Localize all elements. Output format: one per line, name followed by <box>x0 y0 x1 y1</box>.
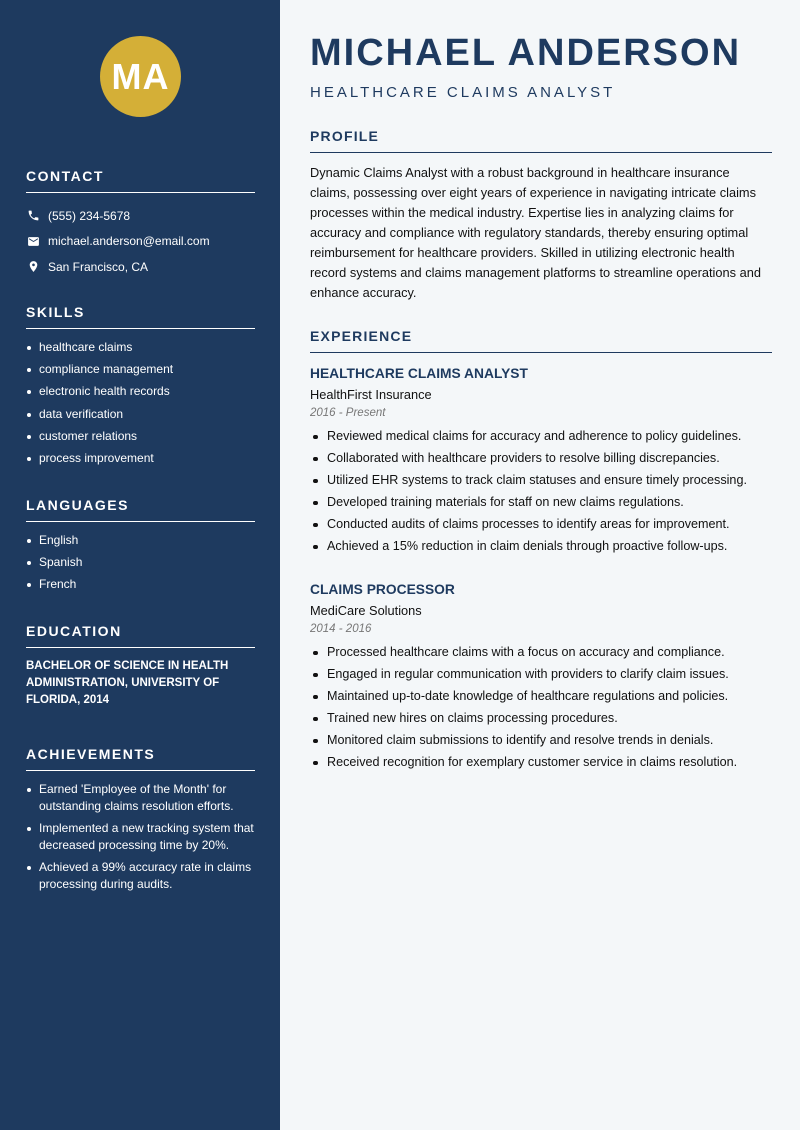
job-company: MediCare Solutions <box>310 603 422 618</box>
contact-email <box>26 229 255 255</box>
contact-location <box>26 254 255 280</box>
job-bullet: Reviewed medical claims for accuracy and adherence to policy guidelines. <box>310 428 772 445</box>
job-bullet: Trained new hires on claims processing procedures. <box>310 710 772 727</box>
job-bullet: Monitored claim submissions to identify and resolve trends in denials. <box>310 732 772 749</box>
skill-item: data verification <box>26 406 255 423</box>
job-entry <box>310 366 772 561</box>
experience-heading: EXPERIENCE <box>310 328 772 353</box>
job-bullet: Received recognition for exemplary customer service in claims resolution. <box>310 754 772 771</box>
experience-section <box>310 328 772 353</box>
contact-phone-text: (555) 234-5678 <box>48 208 131 223</box>
job-dates: 2016 - Present <box>310 407 386 419</box>
profile-text: Dynamic Claims Analyst with a robust background in healthcare insurance claims, possessing over eight years of experience in navigating intricate claims processes within the medical industry. Expertise lies in analyzing claims for accuracy and compliance with regulatory standards, thereby ensuring optimal reimbursement for healthcare providers. Skilled in utilizing electronic health record systems and claims management platforms to streamline operations and enhance accuracy. <box>310 165 761 300</box>
skill-item: healthcare claims <box>26 339 255 356</box>
job-bullet: Collaborated with healthcare providers to resolve billing discrepancies. <box>310 450 772 467</box>
job-title: HEALTHCARE CLAIMS ANALYST <box>310 366 528 381</box>
achievement-item: Earned 'Employee of the Month' for outstanding claims resolution efforts. <box>26 781 255 815</box>
languages-section <box>26 497 255 599</box>
location-pin-icon <box>26 260 40 274</box>
contact-section <box>26 168 255 280</box>
job-bullet: Engaged in regular communication with providers to clarify claim issues. <box>310 666 772 683</box>
language-item: Spanish <box>26 554 255 571</box>
profile-section <box>310 128 772 303</box>
education-section <box>26 623 255 709</box>
achievement-item: Implemented a new tracking system that decreased processing time by 20%. <box>26 820 255 854</box>
achievements-list <box>26 781 255 893</box>
avatar-initials: MA <box>111 55 170 97</box>
language-item: French <box>26 576 255 593</box>
job-bullet: Achieved a 15% reduction in claim denials through proactive follow-ups. <box>310 538 772 555</box>
skill-item: customer relations <box>26 428 255 445</box>
language-item: English <box>26 532 255 549</box>
achievements-heading: ACHIEVEMENTS <box>26 746 255 771</box>
languages-list <box>26 532 255 593</box>
job-bullet: Maintained up-to-date knowledge of healthcare regulations and policies. <box>310 688 772 705</box>
skill-item: process improvement <box>26 450 255 467</box>
job-title: CLAIMS PROCESSOR <box>310 582 455 597</box>
skills-list <box>26 339 255 467</box>
email-icon <box>26 234 40 248</box>
job-bullets <box>310 428 772 555</box>
phone-icon <box>26 209 40 223</box>
job-bullet: Processed healthcare claims with a focus on accuracy and compliance. <box>310 644 772 661</box>
contact-phone <box>26 203 255 229</box>
contact-heading: CONTACT <box>26 168 255 193</box>
achievements-section <box>26 746 255 899</box>
achievement-item: Achieved a 99% accuracy rate in claims processing during audits. <box>26 859 255 893</box>
job-bullet: Developed training materials for staff on new claims regulations. <box>310 494 772 511</box>
avatar <box>100 36 181 117</box>
education-heading: EDUCATION <box>26 623 255 648</box>
job-company: HealthFirst Insurance <box>310 387 432 402</box>
contact-email-text: michael.anderson@email.com <box>48 234 210 249</box>
sidebar <box>0 0 280 1130</box>
education-degree: BACHELOR OF SCIENCE IN HEALTH ADMINISTRATION, UNIVERSITY OF FLORIDA, 2014 <box>26 660 229 706</box>
skill-item: compliance management <box>26 361 255 378</box>
skill-item: electronic health records <box>26 383 255 400</box>
profile-heading: PROFILE <box>310 128 772 153</box>
job-entry <box>310 582 772 777</box>
languages-heading: LANGUAGES <box>26 497 255 522</box>
candidate-name: MICHAEL ANDERSON <box>310 32 742 74</box>
skills-section <box>26 304 255 472</box>
skills-heading: SKILLS <box>26 304 255 329</box>
candidate-title: HEALTHCARE CLAIMS ANALYST <box>310 84 616 101</box>
contact-location-text: San Francisco, CA <box>48 259 149 274</box>
job-dates: 2014 - 2016 <box>310 623 372 635</box>
job-bullets <box>310 644 772 771</box>
job-bullet: Conducted audits of claims processes to identify areas for improvement. <box>310 516 772 533</box>
job-bullet: Utilized EHR systems to track claim statuses and ensure timely processing. <box>310 472 772 489</box>
